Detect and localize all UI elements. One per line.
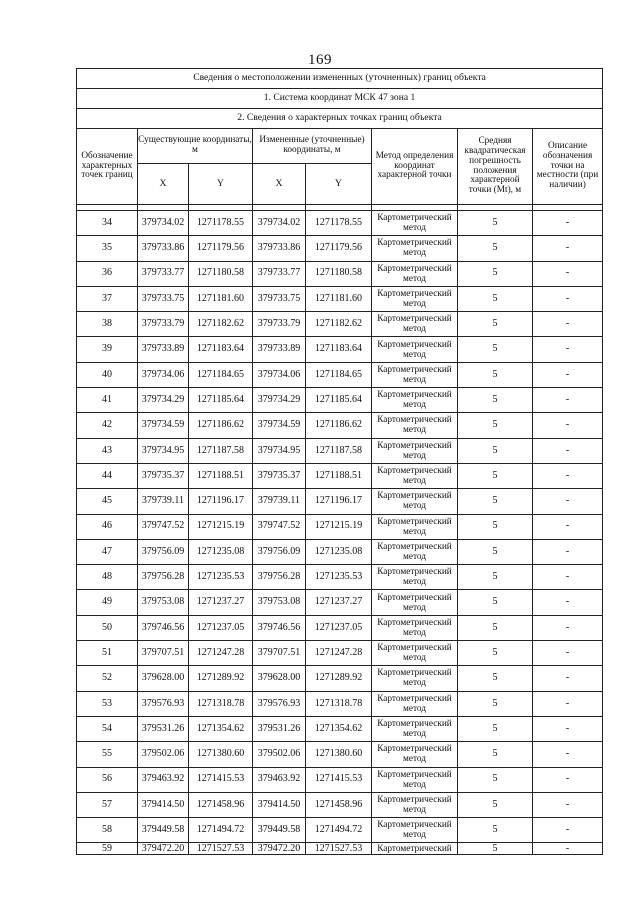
existing-y-cell: 1271494.72 (189, 818, 253, 843)
method-text: Картометрический метод (377, 541, 452, 562)
method-cell (372, 792, 458, 817)
existing-x-cell: 379734.29 (138, 388, 189, 413)
changed-x-cell: 379734.59 (253, 413, 306, 438)
description-cell: - (533, 337, 603, 362)
point-number-cell: 45 (77, 489, 138, 514)
changed-y-cell: 1271237.27 (306, 590, 372, 615)
table-row (77, 489, 603, 514)
existing-y-cell: 1271187.58 (189, 438, 253, 463)
changed-x-cell: 379756.28 (253, 565, 306, 590)
header-existing-x: X (138, 164, 189, 205)
table-row (77, 211, 603, 236)
existing-y-cell: 1271237.05 (189, 615, 253, 640)
method-cell (372, 590, 458, 615)
method-cell (372, 742, 458, 767)
description-cell: - (533, 388, 603, 413)
method-text: Картометрический метод (377, 314, 452, 335)
changed-x-cell: 379756.09 (253, 539, 306, 564)
header-method: Метод определения координат характерной точки (372, 129, 458, 205)
method-text: Картометрический метод (377, 794, 452, 815)
changed-x-cell: 379734.06 (253, 362, 306, 387)
existing-x-cell: 379753.08 (138, 590, 189, 615)
existing-y-cell: 1271182.62 (189, 312, 253, 337)
existing-y-cell: 1271527.53 (189, 843, 253, 855)
existing-y-cell: 1271458.96 (189, 792, 253, 817)
point-number-cell: 52 (77, 666, 138, 691)
method-text: Картометрический метод (377, 213, 452, 234)
header-existing-y: Y (189, 164, 253, 205)
changed-y-cell: 1271187.58 (306, 438, 372, 463)
method-cell (372, 413, 458, 438)
changed-x-cell: 379576.93 (253, 691, 306, 716)
changed-y-cell: 1271289.92 (306, 666, 372, 691)
description-cell: - (533, 565, 603, 590)
table-row (77, 236, 603, 261)
table-row (77, 666, 603, 691)
changed-y-cell: 1271247.28 (306, 641, 372, 666)
changed-y-cell: 1271186.62 (306, 413, 372, 438)
point-number-cell: 59 (77, 843, 138, 855)
method-cell (372, 261, 458, 286)
changed-y-cell: 1271415.53 (306, 767, 372, 792)
method-text: Картометрический метод (377, 668, 452, 689)
table-row (77, 438, 603, 463)
method-text: Картометрический метод (377, 390, 452, 411)
table-row (77, 742, 603, 767)
changed-x-cell: 379414.50 (253, 792, 306, 817)
existing-y-cell: 1271354.62 (189, 716, 253, 741)
points-info-heading: 2. Сведения о характерных точках границ объекта (77, 109, 603, 129)
table-row (77, 413, 603, 438)
accuracy-cell: 5 (458, 514, 533, 539)
accuracy-cell: 5 (458, 767, 533, 792)
table-row (77, 691, 603, 716)
method-cell (372, 767, 458, 792)
accuracy-cell: 5 (458, 818, 533, 843)
description-cell: - (533, 716, 603, 741)
table-row (77, 792, 603, 817)
method-cell (372, 514, 458, 539)
changed-x-cell: 379734.02 (253, 211, 306, 236)
page-number: 169 (308, 52, 332, 68)
changed-y-cell: 1271178.55 (306, 211, 372, 236)
existing-y-cell: 1271183.64 (189, 337, 253, 362)
method-cell (372, 666, 458, 691)
accuracy-cell: 5 (458, 286, 533, 311)
table-row (77, 312, 603, 337)
table-row (77, 767, 603, 792)
method-text: Картометрический метод (377, 339, 452, 360)
description-cell: - (533, 590, 603, 615)
changed-x-cell: 379746.56 (253, 615, 306, 640)
existing-y-cell: 1271196.17 (189, 489, 253, 514)
changed-y-cell: 1271527.53 (306, 843, 372, 855)
method-cell (372, 691, 458, 716)
existing-x-cell: 379734.02 (138, 211, 189, 236)
description-cell: - (533, 641, 603, 666)
method-cell (372, 463, 458, 488)
existing-y-cell: 1271184.65 (189, 362, 253, 387)
changed-y-cell: 1271458.96 (306, 792, 372, 817)
method-cell (372, 818, 458, 843)
changed-y-cell: 1271182.62 (306, 312, 372, 337)
description-cell: - (533, 742, 603, 767)
table-row (77, 641, 603, 666)
method-text: Картометрический метод (377, 567, 452, 588)
accuracy-cell: 5 (458, 337, 533, 362)
table-title: Сведения о местоположении измененных (уточненных) границ объекта (77, 69, 603, 89)
header-changed-y: Y (306, 164, 372, 205)
accuracy-cell: 5 (458, 312, 533, 337)
method-text: Картометрический метод (377, 693, 452, 714)
method-cell (372, 286, 458, 311)
changed-y-cell: 1271185.64 (306, 388, 372, 413)
header-changed-coords: Измененные (уточненные) координаты, м (253, 129, 372, 164)
point-number-cell: 34 (77, 211, 138, 236)
header-accuracy: Средняя квадратическая погрешность положения характерной точки (Mt), м (458, 129, 533, 205)
existing-x-cell: 379531.26 (138, 716, 189, 741)
description-cell: - (533, 843, 603, 855)
changed-y-cell: 1271196.17 (306, 489, 372, 514)
existing-x-cell: 379734.59 (138, 413, 189, 438)
existing-x-cell: 379707.51 (138, 641, 189, 666)
description-cell: - (533, 539, 603, 564)
changed-x-cell: 379707.51 (253, 641, 306, 666)
accuracy-cell: 5 (458, 843, 533, 855)
method-text: Картометрический метод (377, 744, 452, 765)
existing-x-cell: 379463.92 (138, 767, 189, 792)
changed-y-cell: 1271181.60 (306, 286, 372, 311)
method-text: Картометрический метод (377, 466, 452, 487)
existing-x-cell: 379414.50 (138, 792, 189, 817)
table-row (77, 539, 603, 564)
point-number-cell: 50 (77, 615, 138, 640)
method-text: Картометрический метод (377, 238, 452, 259)
accuracy-cell: 5 (458, 590, 533, 615)
method-text: Картометрический метод (377, 263, 452, 284)
header-existing-coords: Существующие координаты, м (138, 129, 253, 164)
method-text: Картометрический метод (377, 820, 452, 841)
point-number-cell: 55 (77, 742, 138, 767)
accuracy-cell: 5 (458, 388, 533, 413)
table-row (77, 565, 603, 590)
point-number-cell: 41 (77, 388, 138, 413)
method-text: Картометрический метод (377, 440, 452, 461)
existing-x-cell: 379733.79 (138, 312, 189, 337)
point-number-cell: 36 (77, 261, 138, 286)
changed-x-cell: 379472.20 (253, 843, 306, 855)
point-number-cell: 47 (77, 539, 138, 564)
coordinates-table (76, 68, 603, 855)
coordinate-system-heading: 1. Система координат МСК 47 зона 1 (77, 89, 603, 109)
table-row (77, 590, 603, 615)
method-text: Картометрический метод (377, 415, 452, 436)
changed-x-cell: 379734.29 (253, 388, 306, 413)
point-number-cell: 39 (77, 337, 138, 362)
description-cell: - (533, 691, 603, 716)
table-row (77, 716, 603, 741)
description-cell: - (533, 236, 603, 261)
accuracy-cell: 5 (458, 362, 533, 387)
method-text: Картометрический метод (377, 516, 452, 537)
method-cell (372, 211, 458, 236)
point-number-cell: 42 (77, 413, 138, 438)
changed-y-cell: 1271354.62 (306, 716, 372, 741)
description-cell: - (533, 666, 603, 691)
existing-y-cell: 1271179.56 (189, 236, 253, 261)
method-cell (372, 438, 458, 463)
existing-x-cell: 379735.37 (138, 463, 189, 488)
changed-x-cell: 379733.79 (253, 312, 306, 337)
point-number-cell: 53 (77, 691, 138, 716)
existing-y-cell: 1271188.51 (189, 463, 253, 488)
table-row (77, 463, 603, 488)
point-number-cell: 57 (77, 792, 138, 817)
changed-y-cell: 1271184.65 (306, 362, 372, 387)
existing-x-cell: 379756.28 (138, 565, 189, 590)
changed-x-cell: 379449.58 (253, 818, 306, 843)
existing-x-cell: 379449.58 (138, 818, 189, 843)
changed-x-cell: 379735.37 (253, 463, 306, 488)
existing-y-cell: 1271237.27 (189, 590, 253, 615)
existing-y-cell: 1271247.28 (189, 641, 253, 666)
existing-y-cell: 1271318.78 (189, 691, 253, 716)
method-cell (372, 489, 458, 514)
method-text: Картометрический метод (377, 617, 452, 638)
point-number-cell: 58 (77, 818, 138, 843)
existing-x-cell: 379747.52 (138, 514, 189, 539)
header-changed-x: X (253, 164, 306, 205)
changed-x-cell: 379733.89 (253, 337, 306, 362)
changed-y-cell: 1271215.19 (306, 514, 372, 539)
table-row (77, 818, 603, 843)
changed-x-cell: 379502.06 (253, 742, 306, 767)
existing-x-cell: 379739.11 (138, 489, 189, 514)
description-cell: - (533, 615, 603, 640)
changed-x-cell: 379747.52 (253, 514, 306, 539)
method-cell (372, 337, 458, 362)
existing-y-cell: 1271215.19 (189, 514, 253, 539)
existing-x-cell: 379734.95 (138, 438, 189, 463)
existing-x-cell: 379628.00 (138, 666, 189, 691)
existing-x-cell: 379733.75 (138, 286, 189, 311)
description-cell: - (533, 413, 603, 438)
changed-x-cell: 379531.26 (253, 716, 306, 741)
existing-x-cell: 379733.86 (138, 236, 189, 261)
existing-y-cell: 1271178.55 (189, 211, 253, 236)
method-text: Картометрический метод (377, 491, 452, 512)
description-cell: - (533, 261, 603, 286)
method-text: Картометрический метод (377, 592, 452, 613)
description-cell: - (533, 463, 603, 488)
changed-x-cell: 379628.00 (253, 666, 306, 691)
changed-y-cell: 1271237.05 (306, 615, 372, 640)
accuracy-cell: 5 (458, 211, 533, 236)
table-row (77, 843, 603, 855)
method-cell (372, 843, 458, 855)
accuracy-cell: 5 (458, 236, 533, 261)
changed-x-cell: 379733.77 (253, 261, 306, 286)
method-cell (372, 716, 458, 741)
table-row (77, 362, 603, 387)
description-cell: - (533, 286, 603, 311)
table-row (77, 388, 603, 413)
changed-y-cell: 1271380.60 (306, 742, 372, 767)
existing-x-cell: 379734.06 (138, 362, 189, 387)
changed-y-cell: 1271179.56 (306, 236, 372, 261)
accuracy-cell: 5 (458, 463, 533, 488)
changed-y-cell: 1271318.78 (306, 691, 372, 716)
method-text: Картометрический метод (377, 719, 452, 740)
accuracy-cell: 5 (458, 539, 533, 564)
accuracy-cell: 5 (458, 565, 533, 590)
existing-y-cell: 1271289.92 (189, 666, 253, 691)
point-number-cell: 48 (77, 565, 138, 590)
accuracy-cell: 5 (458, 641, 533, 666)
point-number-cell: 35 (77, 236, 138, 261)
existing-y-cell: 1271415.53 (189, 767, 253, 792)
accuracy-cell: 5 (458, 691, 533, 716)
method-text: Картометрический метод (377, 364, 452, 385)
existing-y-cell: 1271235.08 (189, 539, 253, 564)
accuracy-cell: 5 (458, 742, 533, 767)
existing-x-cell: 379733.77 (138, 261, 189, 286)
table-row (77, 337, 603, 362)
changed-y-cell: 1271235.08 (306, 539, 372, 564)
existing-y-cell: 1271186.62 (189, 413, 253, 438)
description-cell: - (533, 438, 603, 463)
accuracy-cell: 5 (458, 438, 533, 463)
method-cell (372, 641, 458, 666)
existing-x-cell: 379472.20 (138, 843, 189, 855)
point-number-cell: 49 (77, 590, 138, 615)
existing-x-cell: 379746.56 (138, 615, 189, 640)
description-cell: - (533, 312, 603, 337)
table-row (77, 615, 603, 640)
changed-x-cell: 379733.75 (253, 286, 306, 311)
existing-y-cell: 1271235.53 (189, 565, 253, 590)
method-cell (372, 388, 458, 413)
changed-y-cell: 1271183.64 (306, 337, 372, 362)
method-text: Картометрический (377, 843, 452, 854)
description-cell: - (533, 514, 603, 539)
changed-y-cell: 1271180.58 (306, 261, 372, 286)
point-number-cell: 56 (77, 767, 138, 792)
accuracy-cell: 5 (458, 489, 533, 514)
existing-y-cell: 1271181.60 (189, 286, 253, 311)
existing-y-cell: 1271185.64 (189, 388, 253, 413)
description-cell: - (533, 362, 603, 387)
changed-x-cell: 379753.08 (253, 590, 306, 615)
accuracy-cell: 5 (458, 792, 533, 817)
method-cell (372, 236, 458, 261)
existing-x-cell: 379576.93 (138, 691, 189, 716)
description-cell: - (533, 489, 603, 514)
method-cell (372, 539, 458, 564)
point-number-cell: 43 (77, 438, 138, 463)
table-row (77, 286, 603, 311)
point-number-cell: 44 (77, 463, 138, 488)
changed-y-cell: 1271235.53 (306, 565, 372, 590)
method-cell (372, 362, 458, 387)
point-number-cell: 54 (77, 716, 138, 741)
existing-x-cell: 379502.06 (138, 742, 189, 767)
changed-y-cell: 1271188.51 (306, 463, 372, 488)
header-description: Описание обозначения точки на местности (при наличии) (533, 129, 603, 205)
existing-y-cell: 1271380.60 (189, 742, 253, 767)
existing-x-cell: 379756.09 (138, 539, 189, 564)
description-cell: - (533, 767, 603, 792)
point-number-cell: 37 (77, 286, 138, 311)
table-row (77, 261, 603, 286)
accuracy-cell: 5 (458, 615, 533, 640)
method-cell (372, 615, 458, 640)
table-row (77, 514, 603, 539)
method-text: Картометрический метод (377, 643, 452, 664)
accuracy-cell: 5 (458, 261, 533, 286)
accuracy-cell: 5 (458, 716, 533, 741)
point-number-cell: 38 (77, 312, 138, 337)
point-number-cell: 40 (77, 362, 138, 387)
header-designation: Обозначение характерных точек границ (77, 129, 138, 205)
changed-y-cell: 1271494.72 (306, 818, 372, 843)
accuracy-cell: 5 (458, 413, 533, 438)
method-cell (372, 565, 458, 590)
method-text: Картометрический метод (377, 769, 452, 790)
description-cell: - (533, 792, 603, 817)
method-text: Картометрический метод (377, 289, 452, 309)
changed-x-cell: 379734.95 (253, 438, 306, 463)
accuracy-cell: 5 (458, 666, 533, 691)
changed-x-cell: 379463.92 (253, 767, 306, 792)
description-cell: - (533, 818, 603, 843)
point-number-cell: 51 (77, 641, 138, 666)
existing-y-cell: 1271180.58 (189, 261, 253, 286)
point-number-cell: 46 (77, 514, 138, 539)
existing-x-cell: 379733.89 (138, 337, 189, 362)
changed-x-cell: 379739.11 (253, 489, 306, 514)
changed-x-cell: 379733.86 (253, 236, 306, 261)
description-cell: - (533, 211, 603, 236)
method-cell (372, 312, 458, 337)
